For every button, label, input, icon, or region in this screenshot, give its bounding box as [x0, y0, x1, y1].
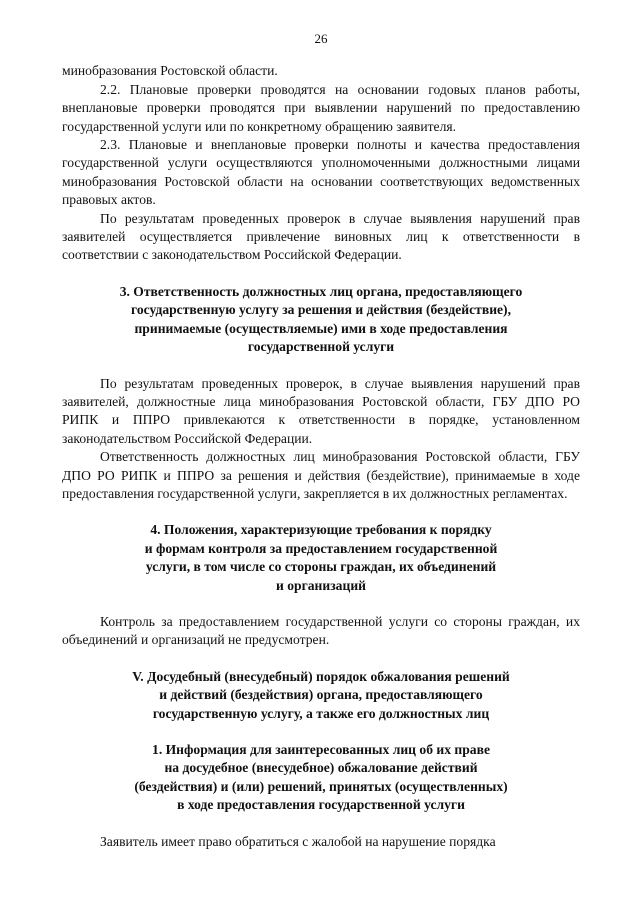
section-heading: 3. Ответственность должностных лиц органа, предоставляющего государственную услугу за решения и действия (бездействие), принимаемые (осуществляемые) ими в ходе предоставления государственной услуги: [119, 283, 523, 355]
section-gap: [62, 357, 580, 375]
paragraph: По результатам проведенных проверок, в случае выявления нарушений прав заявителей, должностные лица минобразования Ростовской области, ГБУ ДПО РО РИПК и ППРО привлекаются к ответственности в порядке, установленном законодательством Российской Федерации.: [62, 375, 580, 446]
paragraph: Ответственность должностных лиц минобразования Ростовской области, ГБУ ДПО РО РИПК и ППРО за решения и действия (бездействие), принимаемые в ходе предоставления государственной услуги, закрепляется в их должностных регламентах.: [62, 449, 580, 501]
paragraph: минобразования Ростовской области.: [62, 63, 278, 79]
paragraph: По результатам проведенных проверок в случае выявления нарушений прав заявителей осуществляется привлечение виновных лиц к ответственности в соответствии с законодательством Российской Федерации.: [62, 210, 580, 263]
section-gap: [62, 265, 580, 283]
section-heading: V. Досудебный (внесудебный) порядок обжалования решений и действий (бездействия) органа, предоставляющего государственную услугу, а также его должностных лиц: [132, 668, 510, 721]
document-body: [62, 62, 580, 851]
section-heading: 4. Положения, характеризующие требования к порядку и формам контроля за предоставлением государственной услуги, в том числе со стороны граждан, их объединений и организаций: [144, 522, 498, 593]
paragraph: Контроль за предоставлением государственной услуги со стороны граждан, их объединений и организаций не предусмотрен.: [62, 613, 580, 648]
section-gap: [62, 650, 580, 668]
section-heading: 1. Информация для заинтересованных лиц об их праве на досудебное (внесудебное) обжалование действий (бездействия) и (или) решений, принятых (осуществленных) в ходе предоставления государственной услуги: [134, 742, 508, 813]
page-number: 26: [314, 31, 328, 46]
document-page: [62, 30, 580, 851]
section-gap: [62, 723, 580, 741]
paragraph: 2.2. Плановые проверки проводятся на основании годовых планов работы, внеплановые проверки проводятся при выявлении нарушений по предоставлению государственной услуги или по конкретному обращению заявителя.: [62, 81, 580, 134]
section-gap: [62, 503, 580, 521]
paragraph: 2.3. Плановые и внеплановые проверки полноты и качества предоставления государственной услуги осуществляются уполномоченными должностными лицами минобразования Ростовской области на основании соответствующих ведомственных правовых актов.: [62, 137, 580, 208]
section-gap: [62, 815, 580, 833]
section-gap: [62, 595, 580, 613]
paragraph: Заявитель имеет право обратиться с жалобой на нарушение порядка: [100, 833, 496, 849]
